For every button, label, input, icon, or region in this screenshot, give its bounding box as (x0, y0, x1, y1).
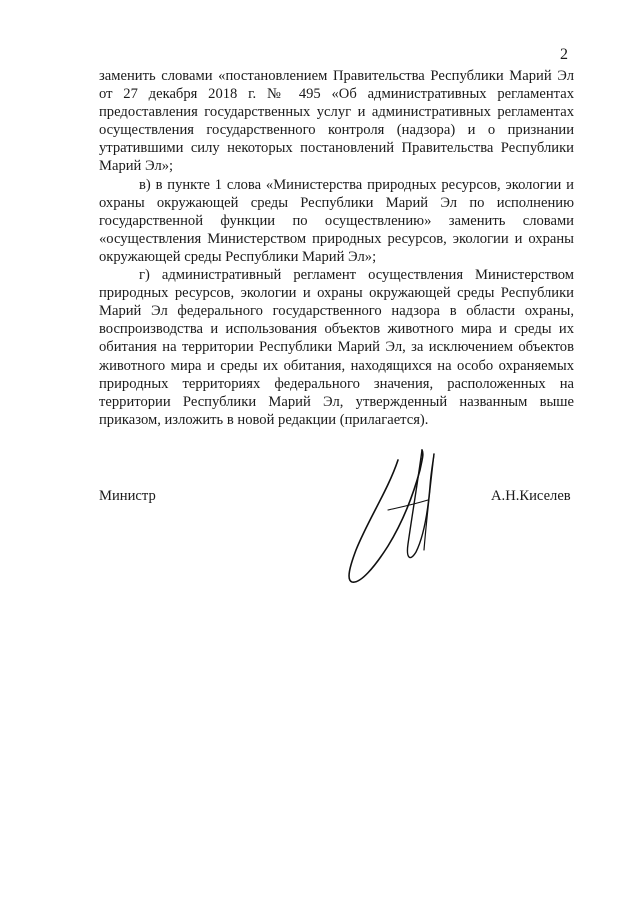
signatory-name: А.Н.Киселев (491, 488, 571, 504)
paragraph-item-v: в) в пункте 1 слова «Министерства природных ресурсов, экологии и охраны окружающей среды Республики Марий Эл по исполнению государственной функции по осуществлению» заменить словами «осуществления Министерством природных ресурсов, экологии и охраны окружающей среды Республики Марий Эл»; (99, 176, 574, 265)
handwritten-signature (338, 440, 448, 590)
paragraph-item-g: г) административный регламент осуществления Министерством природных ресурсов, экологии и охраны окружающей среды Республики Марий Эл федерального государственного надзора в области охраны, воспроизводства и использования объектов животного мира и среды их обитания на территории Республики Марий Эл, за исключением объектов животного мира и среды их обитания, находящихся на особо охраняемых природных территориях федерального значения, расположенных на территории Республики Марий Эл, утвержденный названным выше приказом, изложить в новой редакции (прилагается). (99, 267, 574, 428)
paragraph-continuation: заменить словами «постановлением Правительства Республики Марий Эл от 27 декабря 2018 г. № 495 «Об административных регламентах предоставления государственных услуг и административных регламентах осуществления государственного контроля (надзора) и о признании утратившими силу некоторых постановлений Правительства Республики Марий Эл»; (99, 68, 574, 175)
document-body (99, 67, 574, 429)
page-number: 2 (560, 46, 568, 63)
signatory-title: Министр (99, 488, 156, 504)
